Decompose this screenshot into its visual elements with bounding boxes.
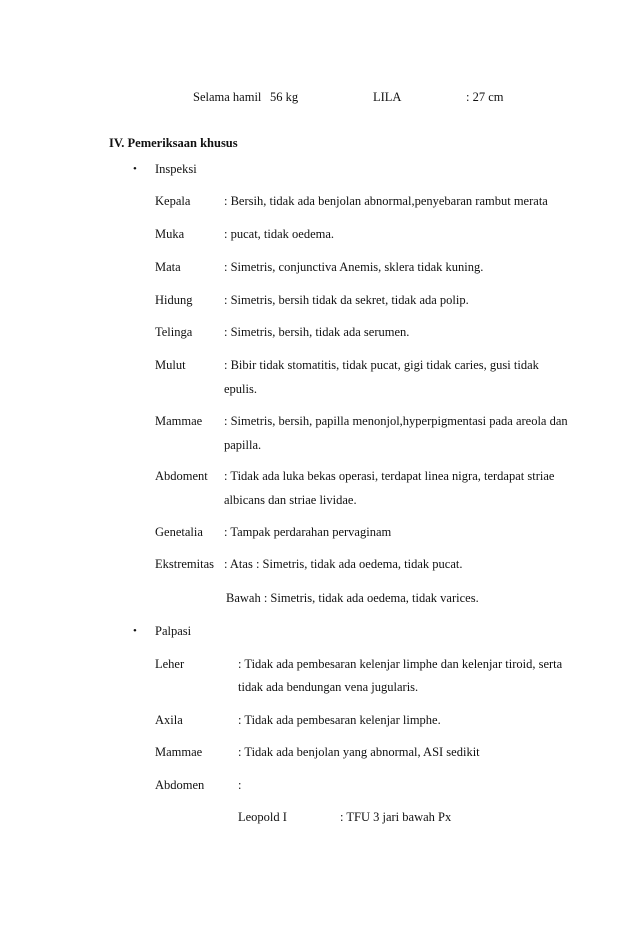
row-label: Mammae xyxy=(155,745,203,759)
row-value-continued: albicans dan striae lividae. xyxy=(224,493,357,507)
leopold-value: : TFU 3 jari bawah Px xyxy=(340,810,452,824)
row-label: Abdoment xyxy=(155,469,208,483)
lila-value: : 27 cm xyxy=(466,90,504,104)
row-value-continued: epulis. xyxy=(224,382,257,396)
row-label: Axila xyxy=(155,713,183,727)
row-value: : Tampak perdarahan pervaginam xyxy=(224,525,392,539)
row-label: Mulut xyxy=(155,358,186,372)
inspeksi-title: Inspeksi xyxy=(155,162,197,176)
row-value: : Simetris, conjunctiva Anemis, sklera tidak kuning. xyxy=(224,260,484,274)
row-label: Abdomen xyxy=(155,778,205,792)
row-value: : Tidak ada pembesaran kelenjar limphe dan kelenjar tiroid, serta xyxy=(238,657,563,671)
row-value: : Tidak ada pembesaran kelenjar limphe. xyxy=(238,713,441,727)
row-value: : Atas : Simetris, tidak ada oedema, tidak pucat. xyxy=(224,557,463,571)
row-label: Ekstremitas xyxy=(155,557,215,571)
row-label: Mata xyxy=(155,260,181,274)
row-value-continued: Bawah : Simetris, tidak ada oedema, tidak varices. xyxy=(226,591,479,605)
row-value: : xyxy=(238,778,242,792)
selama-hamil-label: Selama hamil xyxy=(193,90,262,104)
row-value: : Tidak ada luka bekas operasi, terdapat linea nigra, terdapat striae xyxy=(224,469,555,483)
row-label: Kepala xyxy=(155,194,191,208)
row-label: Hidung xyxy=(155,293,193,307)
bullet-icon: • xyxy=(133,163,137,175)
row-value: : Bersih, tidak ada benjolan abnormal,penyebaran rambut merata xyxy=(224,194,548,208)
row-label: Mammae xyxy=(155,414,203,428)
row-value-continued: tidak ada bendungan vena jugularis. xyxy=(238,680,419,694)
row-label: Muka xyxy=(155,227,185,241)
row-value: : Simetris, bersih, papilla menonjol,hyperpigmentasi pada areola dan xyxy=(224,414,568,428)
leopold-label: Leopold I xyxy=(238,810,287,824)
row-label: Genetalia xyxy=(155,525,203,539)
row-value: : Simetris, bersih tidak da sekret, tidak ada polip. xyxy=(224,293,469,307)
row-label: Telinga xyxy=(155,325,193,339)
lila-label: LILA xyxy=(373,90,402,104)
bullet-icon: • xyxy=(133,625,137,637)
row-value: : Bibir tidak stomatitis, tidak pucat, gigi tidak caries, gusi tidak xyxy=(224,358,539,372)
row-value: : Tidak ada benjolan yang abnormal, ASI sedikit xyxy=(238,745,480,759)
row-label: Leher xyxy=(155,657,185,671)
row-value-continued: papilla. xyxy=(224,438,262,452)
palpasi-title: Palpasi xyxy=(155,624,192,638)
row-value: : pucat, tidak oedema. xyxy=(224,227,335,241)
section-title: IV. Pemeriksaan khusus xyxy=(109,136,238,150)
row-value: : Simetris, bersih, tidak ada serumen. xyxy=(224,325,410,339)
weight-value: 56 kg xyxy=(270,90,299,104)
